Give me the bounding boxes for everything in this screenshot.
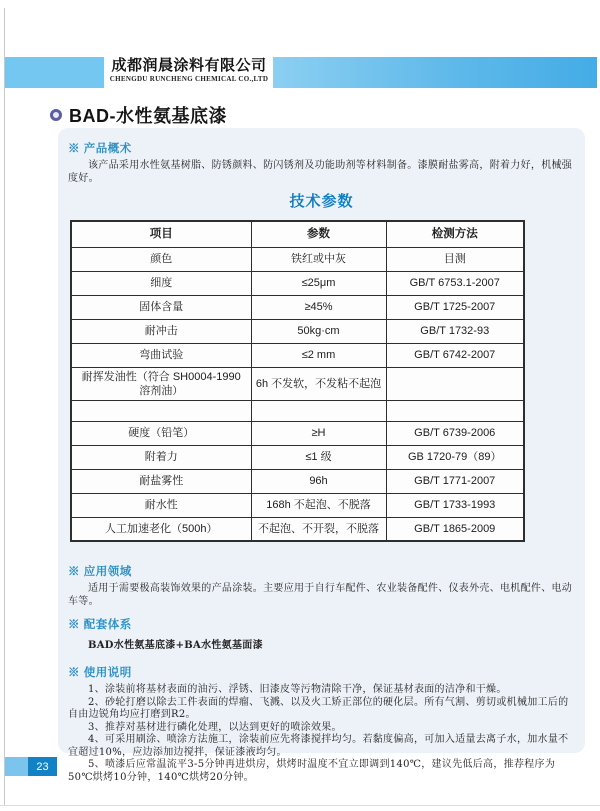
tech-params-title: 技术参数 xyxy=(289,193,354,210)
cell-method: GB/T 6742-2007 xyxy=(386,343,524,367)
cell-param: ≤1 级 xyxy=(251,445,386,469)
instruction-item: 5、喷漆后应常温流平3-5分钟再进烘房，烘烤时温度不宜立即调到140℃，建议先低后高，推荐程序为50℃烘烤10分钟，140℃烘烤20分钟。 xyxy=(68,759,556,783)
cell-param: 168h 不起泡、不脱落 xyxy=(251,493,386,517)
cell-param: ≤2 mm xyxy=(251,343,386,367)
footer-accent-box xyxy=(5,757,28,776)
instruction-item: 4、可采用刷涂、喷涂方法施工，涂装前应先将漆搅拌均匀。若黏度偏高，可加入适量去离子水，加水量不宜超过10%，应边添加边搅拌，保证漆液均匀。 xyxy=(68,734,569,758)
instructions-list xyxy=(68,684,575,784)
tech-params-table xyxy=(70,220,525,542)
section-heading-application: ※ 应用领域 xyxy=(68,566,132,578)
section-heading-instructions: ※ 使用说明 xyxy=(68,667,132,679)
instruction-item: 2、砂轮打磨以除去工件表面的焊瘤、飞溅、以及火工矫正部位的硬化层。所有气割、剪切或机械加工后的自由边锐角均应打磨到R2。 xyxy=(68,696,569,720)
table-row xyxy=(71,469,524,493)
col-header-item: 项目 xyxy=(71,221,251,247)
system-body: BAD水性氨基底漆+BA水性氨基面漆 xyxy=(88,640,263,651)
instruction-item: 1、涂装前将基材表面的油污、浮锈、旧漆皮等污物清除干净，保证基材表面的洁净和干燥。 xyxy=(88,684,507,695)
table-row xyxy=(71,247,524,271)
cell-method: GB 1720-79（89） xyxy=(386,445,524,469)
cell-method: GB/T 1733-1993 xyxy=(386,493,524,517)
application-body: 适用于需要极高装饰效果的产品涂装。主要应用于自行车配件、农业装备配件、仪表外壳、电机配件、电动车等。 xyxy=(68,583,573,607)
overview-body: 该产品采用水性氨基树脂、防锈颜料、防闪锈剂及功能助剂等材料制备。漆膜耐盐雾高，附着力好，机械强度好。 xyxy=(68,160,573,184)
company-header xyxy=(106,57,272,89)
cell-method: GB/T 6739-2006 xyxy=(386,421,524,445)
cell-method: GB/T 1771-2007 xyxy=(386,469,524,493)
header-bar-right xyxy=(273,57,597,88)
col-header-method: 检测方法 xyxy=(386,221,524,247)
instruction-item: 3、推荐对基材进行磷化处理，以达到更好的喷涂效果。 xyxy=(88,721,342,733)
cell-method: 目测 xyxy=(386,247,524,271)
cell-param: 50kg·cm xyxy=(251,319,386,343)
cell-param: ≥H xyxy=(251,421,386,445)
header-bar-left xyxy=(5,57,104,88)
table-row xyxy=(71,367,524,400)
table-row xyxy=(71,343,524,367)
table-row xyxy=(71,295,524,319)
cell-item: 附着力 xyxy=(71,445,251,469)
section-heading-system: ※ 配套体系 xyxy=(68,619,132,631)
cell-method: GB/T 1725-2007 xyxy=(386,295,524,319)
cell-param xyxy=(251,400,386,421)
cell-param: 不起泡、不开裂，不脱落 xyxy=(251,517,386,541)
cell-item: 耐盐雾性 xyxy=(71,469,251,493)
company-name-en: CHENGDU RUNCHENG CHEMICAL CO.,LTD xyxy=(109,75,269,83)
table-row xyxy=(71,319,524,343)
table-row xyxy=(71,493,524,517)
page-bottom-rule xyxy=(0,805,600,806)
table-row xyxy=(71,421,524,445)
cell-item: 弯曲试验 xyxy=(71,343,251,367)
cell-method: GB/T 1732-93 xyxy=(386,319,524,343)
col-header-param: 参数 xyxy=(251,221,386,247)
page-number-badge: 23 xyxy=(28,757,57,776)
cell-method xyxy=(386,367,524,400)
cell-item xyxy=(71,400,251,421)
table-row-empty xyxy=(71,400,524,421)
cell-param: 6h 不发软，不发粘不起泡 xyxy=(251,367,386,400)
section-heading-overview: ※ 产品概术 xyxy=(68,143,132,155)
cell-item: 耐挥发油性（符合 SH0004-1990 溶剂油） xyxy=(71,367,251,400)
cell-item: 颜色 xyxy=(71,247,251,271)
page-title-row xyxy=(50,103,227,127)
cell-method: GB/T 6753.1-2007 xyxy=(386,271,524,295)
table-row xyxy=(71,517,524,541)
cell-param: 96h xyxy=(251,469,386,493)
table-row xyxy=(71,445,524,469)
cell-param: 铁红或中灰 xyxy=(251,247,386,271)
table-row xyxy=(71,271,524,295)
content-panel xyxy=(58,128,585,783)
company-name: 成都润晨涂料有限公司 xyxy=(111,57,267,74)
page-left-rule xyxy=(4,8,5,805)
cell-method xyxy=(386,400,524,421)
cell-item: 固体含量 xyxy=(71,295,251,319)
page-title: BAD-水性氨基底漆 xyxy=(69,106,227,126)
cell-method: GB/T 1865-2009 xyxy=(386,517,524,541)
ring-bullet-icon xyxy=(50,109,62,121)
cell-item: 细度 xyxy=(71,271,251,295)
cell-param: ≥45% xyxy=(251,295,386,319)
cell-item: 耐水性 xyxy=(71,493,251,517)
cell-item: 硬度（铅笔） xyxy=(71,421,251,445)
cell-param: ≤25μm xyxy=(251,271,386,295)
cell-item: 耐冲击 xyxy=(71,319,251,343)
cell-item: 人工加速老化（500h） xyxy=(71,517,251,541)
table-header-row xyxy=(71,221,524,247)
